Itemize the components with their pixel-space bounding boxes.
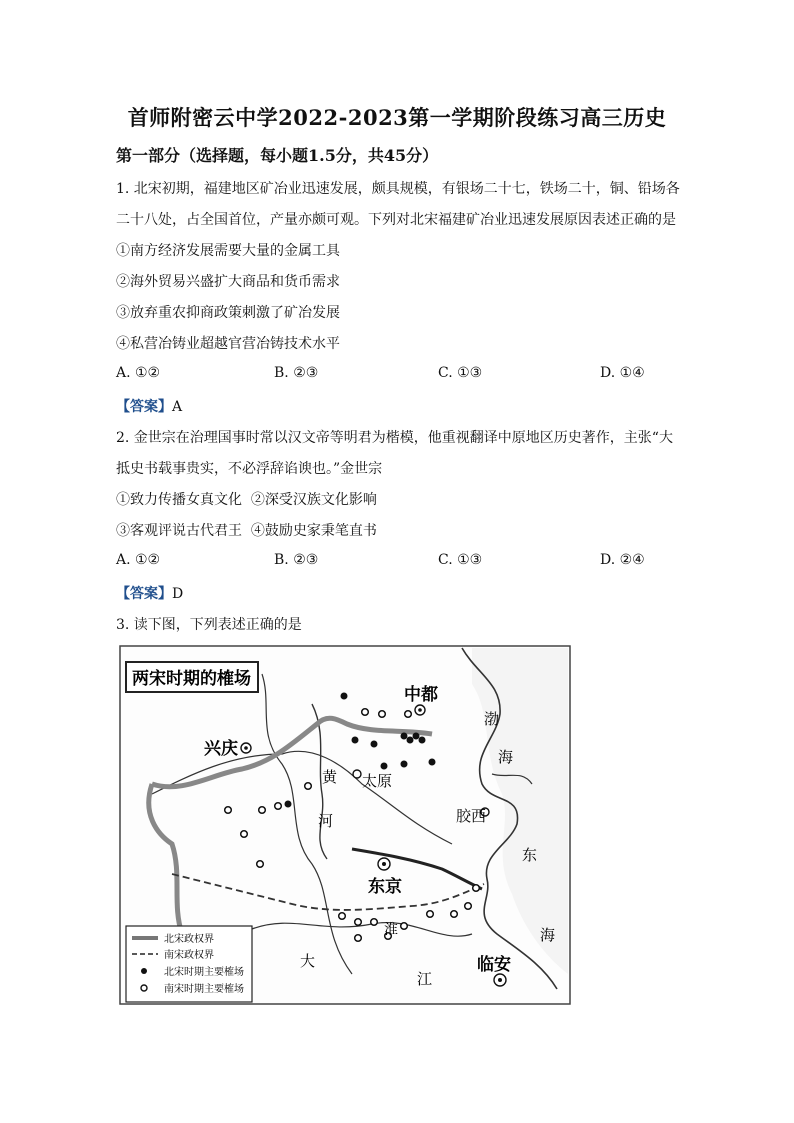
label-jiaoxi: 胶西 xyxy=(456,807,487,825)
label-east-sea-1: 东 xyxy=(522,846,538,864)
ssong-market xyxy=(339,913,346,920)
label-dongjing: 东京 xyxy=(368,877,402,897)
section-heading: 第一部分（选择题，每小题1.5分，共45分） xyxy=(116,146,439,165)
label-taiyuan: 太原 xyxy=(362,772,393,790)
nsong-market xyxy=(341,693,348,700)
q1-option-b: B. ②③ xyxy=(274,365,319,381)
legend-southern-boundary: 南宋政权界 xyxy=(164,950,214,961)
q1-option-d: D. ①④ xyxy=(600,365,645,381)
label-river-da: 大 xyxy=(300,952,316,970)
legend-northern-boundary: 北宋政权界 xyxy=(164,934,214,945)
q1-answer xyxy=(116,396,182,416)
q1-item-3: ③放弃重农抑商政策刺激了矿冶发展 xyxy=(116,305,340,321)
q1-item-4: ④私营冶铸业超越官营冶铸技术水平 xyxy=(116,336,340,352)
answer-tag: 【答案】 xyxy=(116,586,172,602)
label-zhongdu: 中都 xyxy=(404,685,438,705)
q2-option-a: A. ①② xyxy=(116,552,161,568)
q1-stem-line-2: 二十八处，占全国首位，产量亦颇可观。下列对北宋福建矿冶业迅速发展原因表述正确的是 xyxy=(116,212,676,228)
ssong-market xyxy=(225,807,232,814)
label-xingqing: 兴庆 xyxy=(204,739,238,759)
legend-southern-markets: 南宋时期主要榷场 xyxy=(164,984,244,995)
nsong-market xyxy=(407,737,414,744)
taiyuan-marker xyxy=(353,770,361,778)
nsong-market xyxy=(401,733,408,740)
ssong-market xyxy=(241,831,248,838)
ssong-market xyxy=(257,861,264,868)
ssong-market xyxy=(362,709,369,716)
nsong-market xyxy=(371,741,378,748)
ssong-market xyxy=(405,711,412,718)
ssong-market xyxy=(371,919,378,926)
ssong-market xyxy=(465,903,472,910)
answer-value: A xyxy=(172,399,183,415)
q2-option-d: D. ②④ xyxy=(600,552,645,568)
map-title: 两宋时期的榷场 xyxy=(132,669,251,689)
q3-stem-line-1: 3. 读下图，下列表述正确的是 xyxy=(116,617,302,633)
nsong-market xyxy=(429,759,436,766)
song-markets-map xyxy=(112,644,578,1006)
q1-item-1: ①南方经济发展需要大量的金属工具 xyxy=(116,243,340,259)
label-yellow-river-1: 黄 xyxy=(322,768,338,786)
q2-item-1: ①致力传播女真文化 xyxy=(116,492,242,508)
nsong-market xyxy=(352,737,359,744)
ssong-market xyxy=(379,711,386,718)
q2-option-b: B. ②③ xyxy=(274,552,319,568)
q1-stem-line-1: 1. 北宋初期，福建地区矿冶业迅速发展，颇具规模，有银场二十七，铁场二十，铜、铅场各 xyxy=(116,181,680,197)
ssong-market xyxy=(473,885,480,892)
ssong-market xyxy=(305,783,312,790)
nsong-market xyxy=(413,733,420,740)
nsong-market xyxy=(381,763,388,770)
ssong-market xyxy=(451,911,458,918)
label-river-jiang: 江 xyxy=(417,970,433,988)
answer-value: D xyxy=(172,586,184,602)
q2-item-3: ③客观评说古代君王 xyxy=(116,523,242,539)
ssong-market xyxy=(427,911,434,918)
q2-items-row-2 xyxy=(116,520,377,540)
map-legend xyxy=(126,926,252,1002)
nsong-market xyxy=(285,801,292,808)
q1-option-c: C. ①③ xyxy=(438,365,483,381)
ssong-market xyxy=(401,923,408,930)
ssong-market xyxy=(259,807,266,814)
page-title: 首师附密云中学2022-2023第一学期阶段练习高三历史 xyxy=(127,105,667,130)
label-east-sea-2: 海 xyxy=(540,926,556,944)
q2-items-row-1 xyxy=(116,489,377,509)
label-bo-sea-2: 海 xyxy=(498,748,514,766)
q2-answer xyxy=(116,583,183,603)
nsong-market xyxy=(419,737,426,744)
q2-item-4: ④鼓励史家秉笔直书 xyxy=(250,523,377,539)
nsong-market xyxy=(401,761,408,768)
label-bo-sea-1: 渤 xyxy=(484,710,500,728)
q1-item-2: ②海外贸易兴盛扩大商品和货币需求 xyxy=(116,274,340,290)
ssong-market xyxy=(355,919,362,926)
answer-tag: 【答案】 xyxy=(116,399,172,415)
q1-option-a: A. ①② xyxy=(116,365,161,381)
label-yellow-river-2: 河 xyxy=(318,812,334,830)
legend-northern-markets: 北宋时期主要榷场 xyxy=(164,967,244,978)
ssong-market xyxy=(355,935,362,942)
ssong-market xyxy=(275,803,282,810)
q2-option-c: C. ①③ xyxy=(438,552,483,568)
q2-stem-line-1: 2. 金世宗在治理国事时常以汉文帝等明君为楷模，他重视翻译中原地区历史著作，主张“大 xyxy=(116,430,673,446)
label-huai: 淮 xyxy=(384,922,398,938)
q2-stem-line-2: 抵史书载事贵实，不必浮辞谄谀也。”金世宗 xyxy=(116,461,383,477)
label-linan: 临安 xyxy=(477,955,511,975)
q2-item-2: ②深受汉族文化影响 xyxy=(250,492,377,508)
